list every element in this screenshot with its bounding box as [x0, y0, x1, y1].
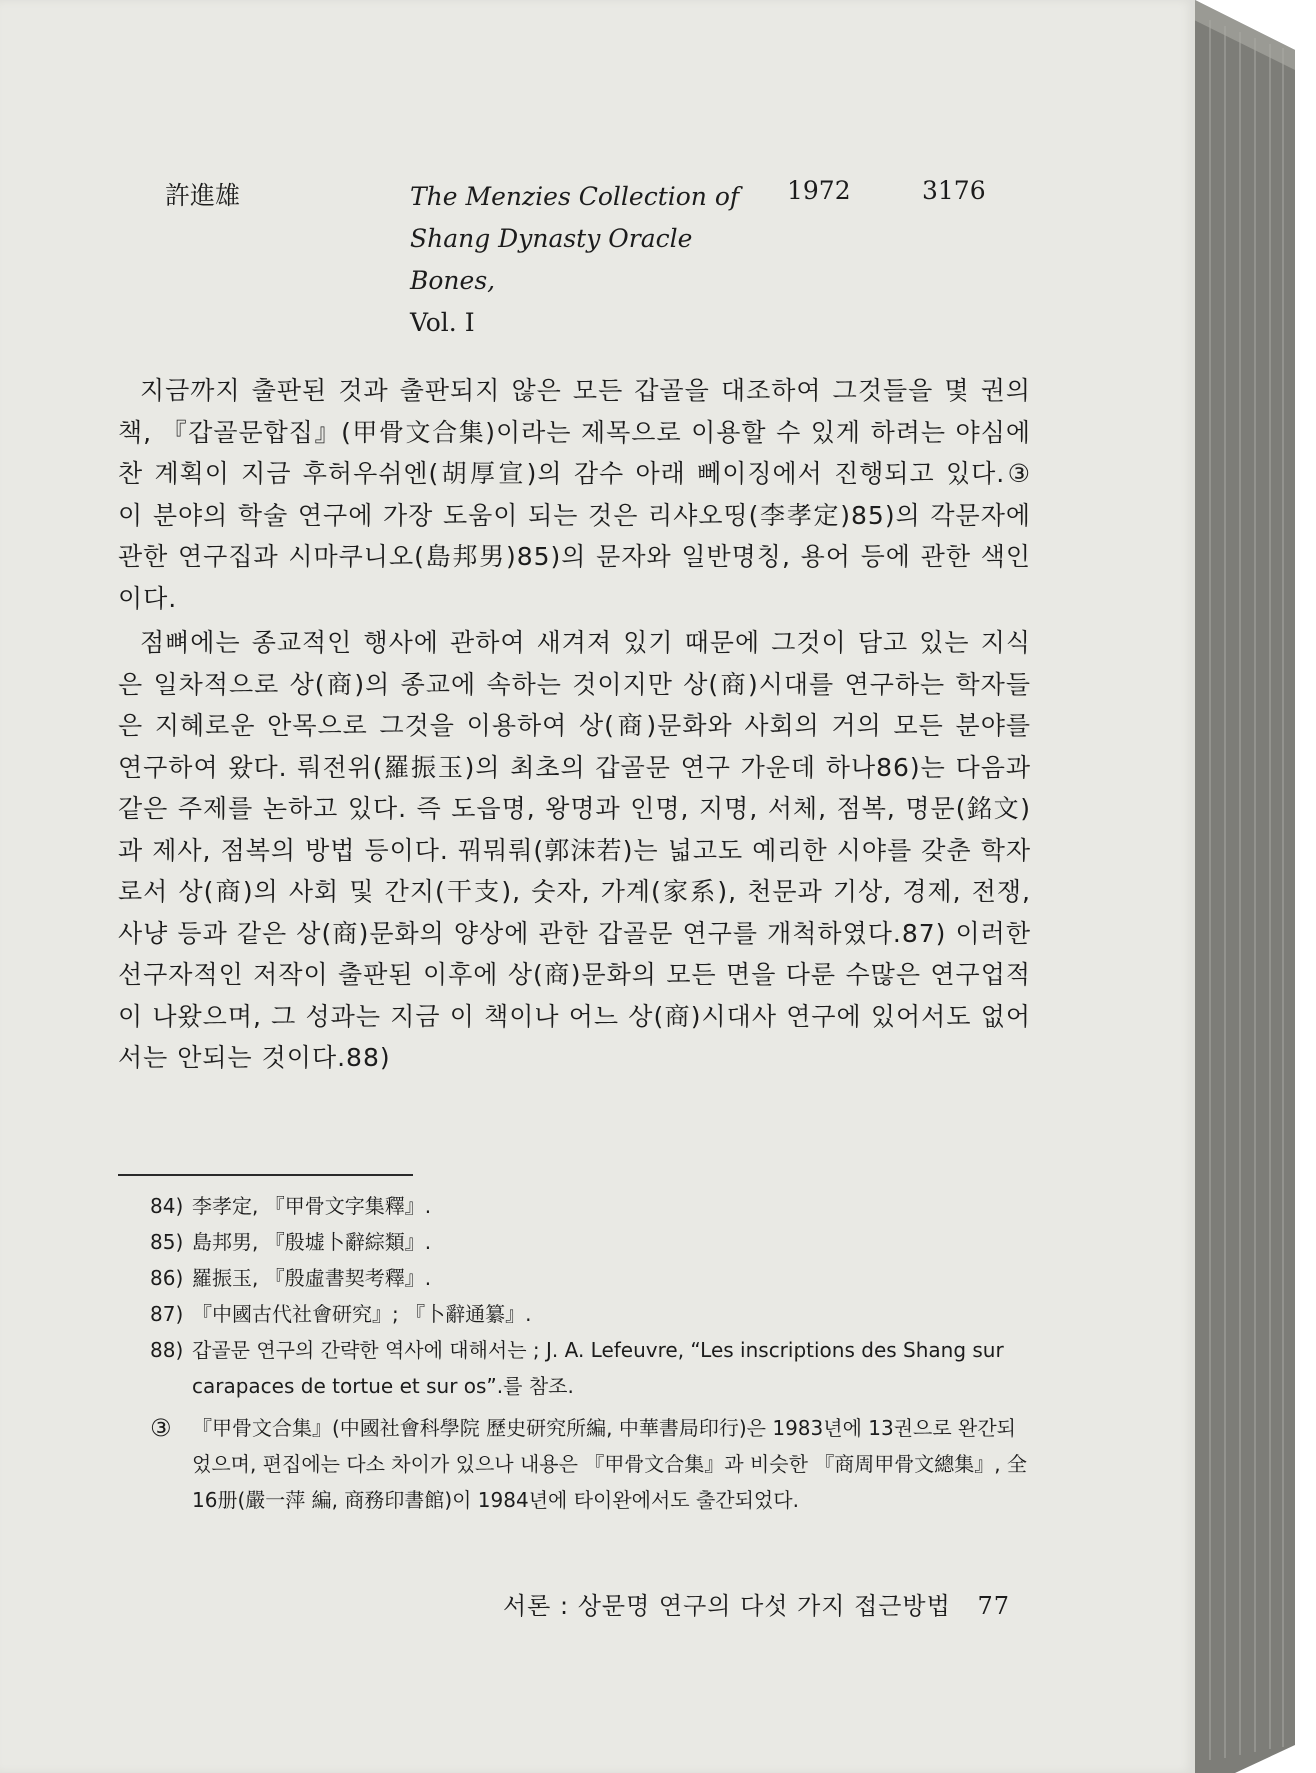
reference-title-line-3: Vol. I [410, 308, 475, 337]
footnote-text: 羅振玉, 『殷虛書契考釋』. [192, 1266, 432, 1290]
editor-note-text: 『甲骨文合集』(中國社會科學院 歷史研究所編, 中華書局印行)은 1983년에 13권으로 완간되었으며, 편집에는 다소 차이가 있으나 내용은 『甲骨文合集』과 비슷한 『商周甲骨文總集』, 全16册(嚴一萍 編, 商務印書館)이 1984년에 타이완에서도 출간되었다. [192, 1416, 1027, 1512]
footnote-text: 島邦男, 『殷墟卜辭綜類』. [192, 1230, 432, 1254]
footnote-item [150, 1188, 1031, 1224]
running-title: 서론 : 상문명 연구의 다섯 가지 접근방법 [503, 1592, 951, 1620]
reference-author: 許進雄 [165, 181, 241, 210]
body-paragraph: 점뼈에는 종교적인 행사에 관하여 새겨져 있기 때문에 그것이 담고 있는 지식은 일차적으로 상(商)의 종교에 속하는 것이지만 상(商)시대를 연구하는 학자들은 지혜로운 안목으로 그것을 이용하여 상(商)문화와 사회의 거의 모든 분야를 연구하여 왔다. 뤄전위(羅振玉)의 최초의 갑골문 연구 가운데 하나86)는 다음과 같은 주제를 논하고 있다. 즉 도읍명, 왕명과 인명, 지명, 서체, 점복, 명문(銘文)과 제사, 점복의 방법 등이다. 꿔뭐뤄(郭沫若)는 넓고도 예리한 시야를 갖춘 학자로서 상(商)의 사회 및 간지(干支), 숫자, 가계(家系), 천문과 기상, 경제, 전쟁, 사냥 등과 같은 상(商)문화의 양상에 관한 갑골문 연구를 개척하였다.87) 이러한 선구자적인 저작이 출판된 이후에 상(商)문화의 모든 면을 다룬 수많은 연구업적이 나왔으며, 그 성과는 지금 이 책이나 어느 상(商)시대사 연구에 있어서도 없어서는 안되는 것이다.88) [118, 628, 1031, 1072]
footnote-item [150, 1224, 1031, 1260]
reference-title [410, 176, 770, 344]
reference-title-line-2: Shang Dynasty Oracle Bones, [410, 224, 693, 295]
editor-note-marker: ③ [150, 1414, 172, 1442]
footnote-number: 87) [150, 1302, 184, 1326]
editor-note [150, 1410, 1031, 1518]
footnote-number: 85) [150, 1230, 184, 1254]
reference-year: 1972 [787, 176, 851, 205]
footnotes [150, 1188, 1031, 1518]
footnote-item [150, 1260, 1031, 1296]
body-paragraph: 지금까지 출판된 것과 출판되지 않은 모든 갑골을 대조하여 그것들을 몇 권의 책, 『갑골문합집』(甲骨文合集)이라는 제목으로 이용할 수 있게 하려는 야심에 찬 계획이 지금 후허우쉬엔(胡厚宣)의 감수 아래 뻬이징에서 진행되고 있다.③ 이 분야의 학술 연구에 가장 도움이 되는 것은 리샤오띵(李孝定)85)의 각문자에 관한 연구집과 시마쿠니오(島邦男)85)의 문자와 일반명칭, 용어 등에 관한 색인이다. [118, 376, 1031, 613]
footnote-number: 88) [150, 1338, 184, 1362]
footnote-text: 李孝定, 『甲骨文字集釋』. [192, 1194, 432, 1218]
footnote-item [150, 1296, 1031, 1332]
footnote-text: 『中國古代社會研究』; 『卜辭通纂』. [192, 1302, 532, 1326]
footnote-item [150, 1332, 1031, 1404]
page-footer [503, 1586, 1010, 1621]
footnote-text: 갑골문 연구의 간략한 역사에 대해서는 ; J. A. Lefeuvre, “Les inscriptions des Shang sur carapaces de tortue et sur os”.를 참조. [192, 1338, 1004, 1398]
reference-title-line-1: The Menzies Collection of [410, 182, 740, 211]
footnote-number: 84) [150, 1194, 184, 1218]
footnote-number: 86) [150, 1266, 184, 1290]
reference-number: 3176 [922, 176, 986, 205]
page-number: 77 [977, 1592, 1010, 1620]
footnote-divider [118, 1174, 413, 1176]
